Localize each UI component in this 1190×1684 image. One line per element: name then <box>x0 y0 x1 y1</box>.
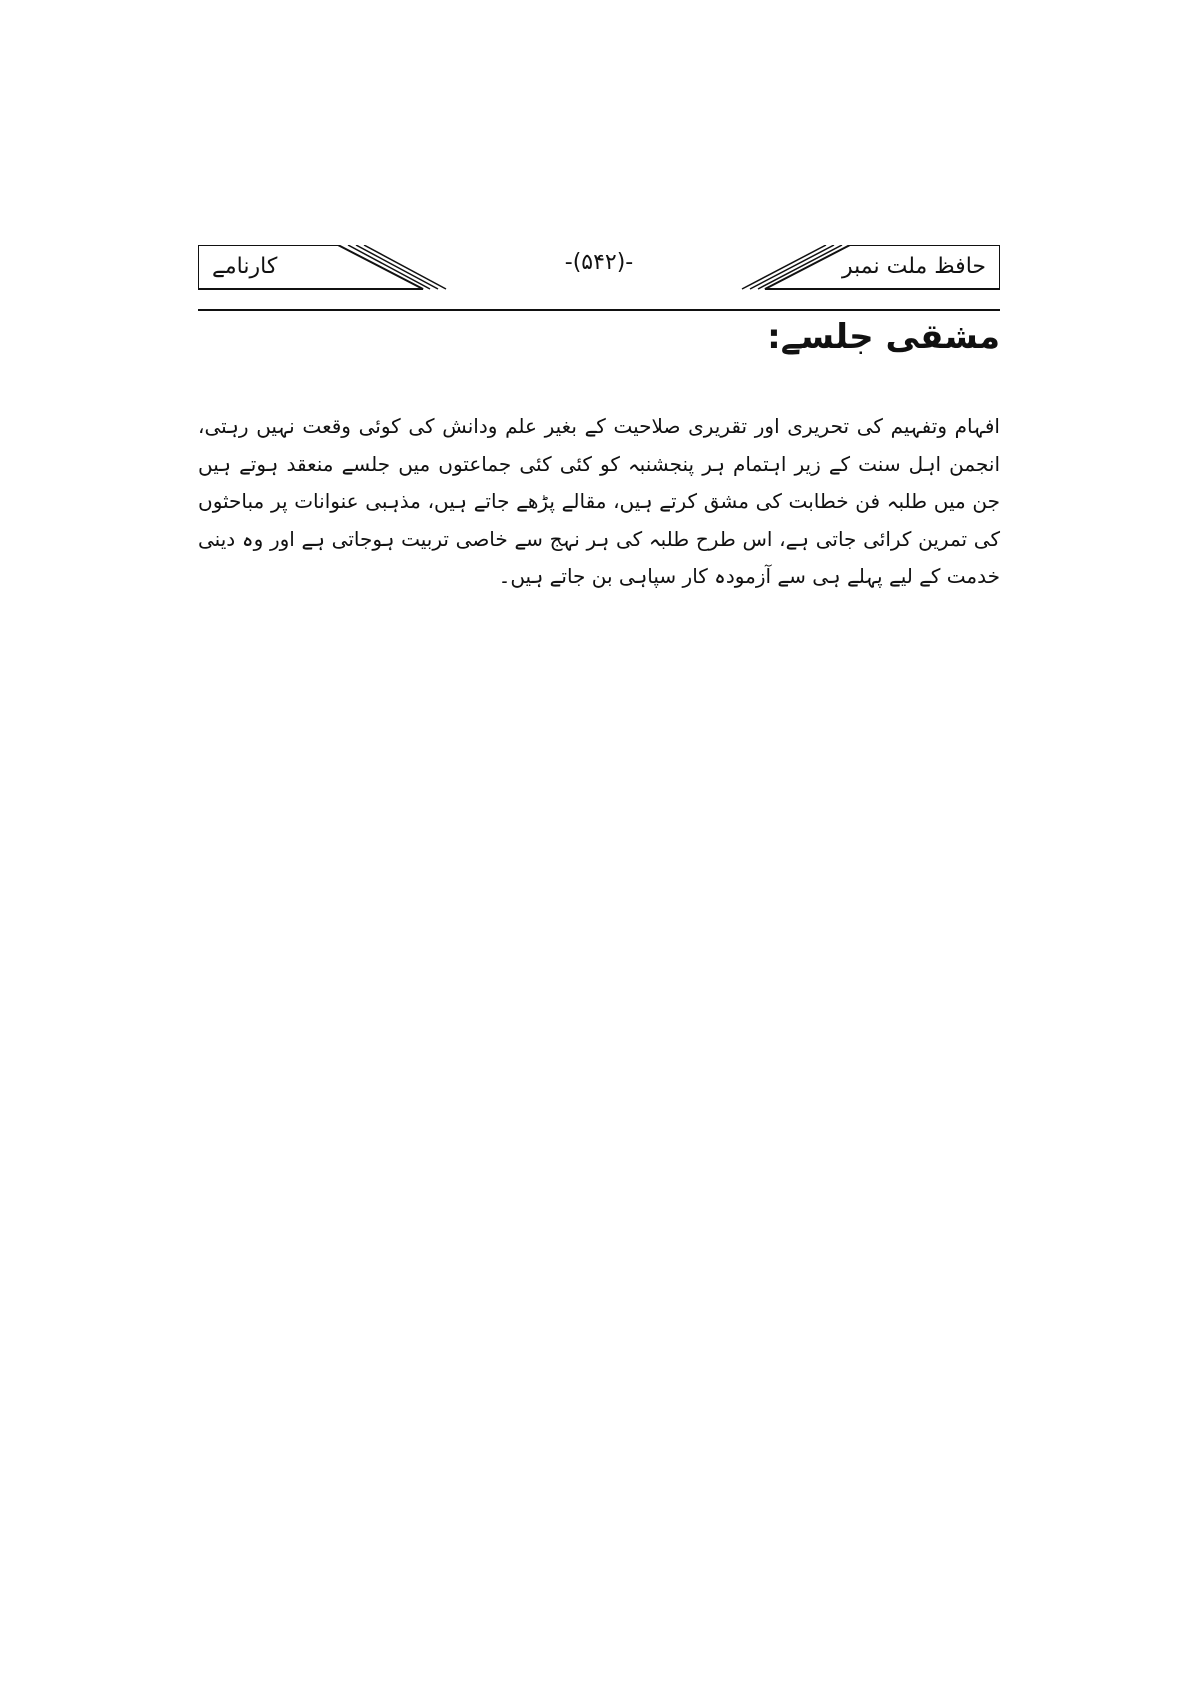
body-paragraph: افہام وتفہیم کی تحریری اور تقریری صلاحیت کے بغیر علم ودانش کی کوئی وقعت نہیں رہتی، انجمن اہل سنت کے زیر اہتمام ہر پنجشنبہ کو کئی کئی جماعتوں میں جلسے منعقد ہوتے ہیں جن میں طلبہ فن خطابت کی مشق کرتے ہیں، مقالے پڑھے جاتے ہیں، مذہبی عنوانات پر مباحثوں کی تمرین کرائی جاتی ہے، اس طرح طلبہ کی ہر نہج سے خاصی تربیت ہوجاتی ہے اور وہ دینی خدمت کے لیے پہلے ہی سے آزمودہ کار سپاہی بن جاتے ہیں۔ <box>198 414 1000 588</box>
header-rule <box>198 309 1000 311</box>
header-left-title: کارنامے <box>212 254 278 279</box>
header-right-title: حافظ ملت نمبر <box>842 254 986 279</box>
running-header <box>198 245 1000 290</box>
section-heading: مشقی جلسے: <box>767 317 1000 357</box>
page-number: -(۵۴۲)- <box>564 250 634 275</box>
